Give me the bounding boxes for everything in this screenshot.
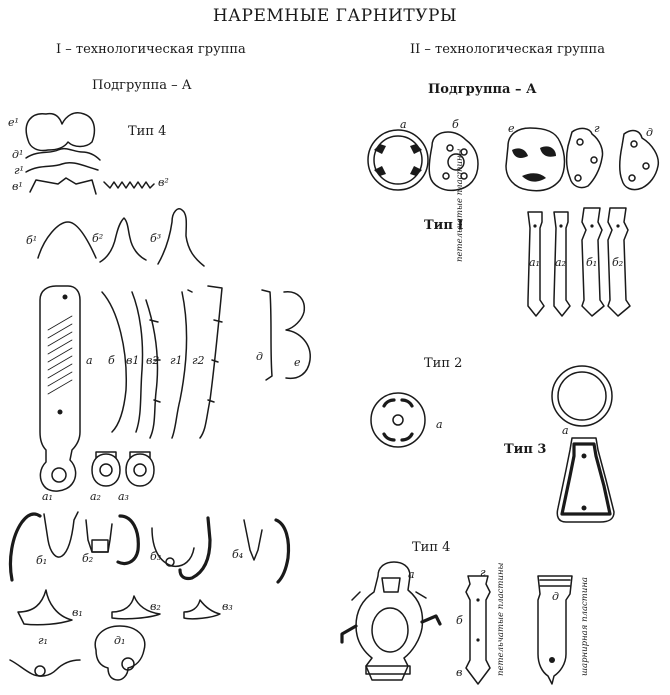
label-d1: д¹ — [12, 148, 24, 161]
label-e1: е¹ — [8, 116, 19, 129]
plaque-g-hole1 — [577, 139, 583, 145]
plaque-d-drawing — [620, 131, 659, 190]
type3-tip-rivet — [582, 454, 587, 459]
rivet-a-top — [63, 295, 68, 300]
belt-tip-a-hatching — [48, 316, 72, 394]
label-II-g: г — [594, 122, 600, 135]
group2-type1-label: Тип I — [424, 218, 464, 233]
label-II-type4-g: г — [480, 566, 486, 579]
label-d1c: д₁ — [114, 634, 126, 647]
tip-b2-drawing — [100, 218, 146, 262]
piece-g1-ring — [35, 666, 45, 676]
plate-b2-rivet — [616, 224, 619, 227]
type2-slot1 — [384, 400, 394, 406]
piece-v3-drawing — [184, 600, 220, 619]
label-v1c: в₁ — [72, 606, 83, 619]
type2-slot2 — [402, 400, 412, 406]
plate-a2-rivet — [559, 224, 562, 227]
plaque-d-hole2 — [643, 163, 649, 169]
plaque-v2-drawing — [104, 182, 154, 188]
label-b3: б³ — [150, 232, 162, 245]
plaque-g1-drawing — [26, 163, 98, 172]
tip-b3-drawing — [158, 209, 204, 266]
group2-subgroup: Подгруппа – А — [428, 82, 537, 97]
label-v3c: в₃ — [222, 600, 233, 613]
belt-tip-a-drawing — [40, 286, 80, 491]
label-b2: б² — [92, 232, 104, 245]
type2-plaque-outer — [371, 393, 425, 447]
type4-strap-right — [422, 616, 440, 624]
label-II-b2: б₂ — [612, 256, 624, 269]
plaque-b-hole3 — [443, 173, 449, 179]
label-g1c: г₁ — [38, 634, 48, 647]
plaque-a-inner — [374, 136, 422, 184]
ring-a2-inner — [100, 464, 112, 476]
ring-a2-outer — [92, 454, 120, 486]
profile-v2-drawing — [146, 300, 160, 438]
buckle-b4-drawing — [244, 520, 262, 560]
buckle-b2-box — [92, 540, 108, 552]
group2-type2-label: Тип 2 — [424, 356, 463, 371]
buckle-b4-hook — [276, 520, 289, 582]
buckle-b2-hook — [118, 516, 138, 564]
ring-a3-outer — [126, 454, 154, 486]
group1-subgroup: Подгруппа – А — [92, 78, 192, 93]
label-g1b: г1 — [170, 354, 183, 367]
label-II-b1: б₁ — [586, 256, 598, 269]
label-a: а — [86, 354, 93, 367]
group2-type3-label: Тип 3 — [504, 442, 547, 457]
type4-plate-rivet1 — [476, 598, 479, 601]
label-II-a: а — [400, 118, 407, 131]
type4-vessel-neck — [382, 578, 400, 592]
label-v2c: в₂ — [150, 600, 161, 613]
ring-a3-inner — [134, 464, 146, 476]
label-b1: б¹ — [26, 234, 38, 247]
plaque-v1-drawing — [30, 178, 96, 194]
tip-b1-drawing — [38, 222, 96, 258]
label-II-type2-a: а — [436, 418, 443, 431]
label-b: б — [108, 354, 115, 367]
plaque-d-hole1 — [631, 141, 637, 147]
label-d: д — [256, 350, 263, 363]
ring-a-drawing — [52, 468, 66, 482]
plaque-b-hole1 — [447, 145, 453, 151]
type2-slot4 — [402, 434, 412, 440]
type3-tip-rivet2 — [582, 506, 587, 511]
label-II-e: е — [508, 122, 515, 135]
plaque-g-hole2 — [591, 157, 597, 163]
buckle-b1-hook — [10, 514, 40, 580]
group1-type4-label: Тип 4 — [128, 124, 167, 139]
label-v1: в¹ — [12, 180, 23, 193]
label-II-type4-v: в — [456, 666, 463, 679]
label-v1b: в1 — [126, 354, 140, 367]
plaque-e-inner3 — [522, 173, 546, 181]
piece-v1-drawing — [18, 590, 72, 625]
label-a2: а₂ — [90, 490, 101, 503]
label-e: е — [294, 356, 301, 369]
label-b1b: б₁ — [36, 554, 48, 567]
plaque-e-inner2 — [540, 146, 556, 156]
plaque-e-inner1 — [512, 148, 528, 158]
plaque-e1-drawing — [26, 113, 94, 151]
type2-plaque-center — [393, 415, 403, 425]
plaque-b-drawing — [429, 132, 478, 190]
label-v2b: в2 — [146, 354, 160, 367]
label-b2b: б₂ — [82, 552, 94, 565]
label-II-type4-b: б — [456, 614, 463, 627]
rivet-a-bottom — [58, 410, 63, 415]
type4-plate-drawing — [466, 576, 490, 684]
label-II-b: б — [452, 118, 459, 131]
type2-slot3 — [384, 434, 394, 440]
plaque-a-outer — [368, 130, 428, 190]
label-II-d: д — [646, 126, 653, 139]
group2-heading: II – технологическая группа — [410, 42, 605, 57]
bracket-d-drawing — [262, 290, 272, 380]
plate-a1-rivet — [533, 224, 536, 227]
plaque-d-hole3 — [629, 175, 635, 181]
label-b3b: б₃ — [150, 550, 162, 563]
type4-vessel-inner — [372, 608, 408, 652]
plate-b1-rivet — [590, 224, 593, 227]
label-II-a2: а₂ — [555, 256, 566, 269]
label-a3: а₃ — [118, 490, 129, 503]
page: НАРЕМНЫЕ ГАРНИТУРЫ I – технологическая группа Подгруппа – А Тип 4 II – технологическая группа Подгруппа – А Тип I Тип 2 Тип 3 Тип 4 е¹ д¹ г¹ в¹ в² б¹ б² б³ а б в1 в2 г1 г2 д е а₁ а₂ а₃ б₁ б₂ б₃ б₄ в₁ в₂ в₃ г₁ д₁ а б е г д а₁ а₂ б₁ б₂ петельчатые пластины а а а г б в д петельчатые пластины шарнирная пластина — [0, 0, 670, 695]
type4-hinged-top — [540, 580, 570, 586]
label-g1: г¹ — [14, 164, 24, 177]
group1-heading: I – технологическая группа — [56, 42, 246, 57]
page-title: НАРЕМНЫЕ ГАРНИТУРЫ — [212, 6, 458, 26]
type4-strap-left — [342, 626, 356, 642]
type3-ring-inner — [558, 372, 606, 420]
group2-type4-label: Тип 4 — [412, 540, 451, 555]
label-II-type3-a: а — [562, 424, 569, 437]
plaque-g-hole3 — [575, 175, 581, 181]
label-a1: а₁ — [42, 490, 53, 503]
label-II-type4-d: д — [552, 590, 559, 603]
type4-hinged-rivet — [549, 657, 555, 663]
buckle-b1-drawing — [44, 512, 78, 557]
buckle-b3-hook — [180, 518, 210, 579]
type4-plate-rivet2 — [476, 638, 479, 641]
label-g2b: г2 — [192, 354, 205, 367]
label-II-type4-a: а — [408, 568, 415, 581]
type3-ring-outer — [552, 366, 612, 426]
label-II-a1: а₁ — [529, 256, 540, 269]
label-v2: в² — [158, 176, 169, 189]
label-b4b: б₄ — [232, 548, 244, 561]
type4-vessel-base — [366, 666, 410, 674]
